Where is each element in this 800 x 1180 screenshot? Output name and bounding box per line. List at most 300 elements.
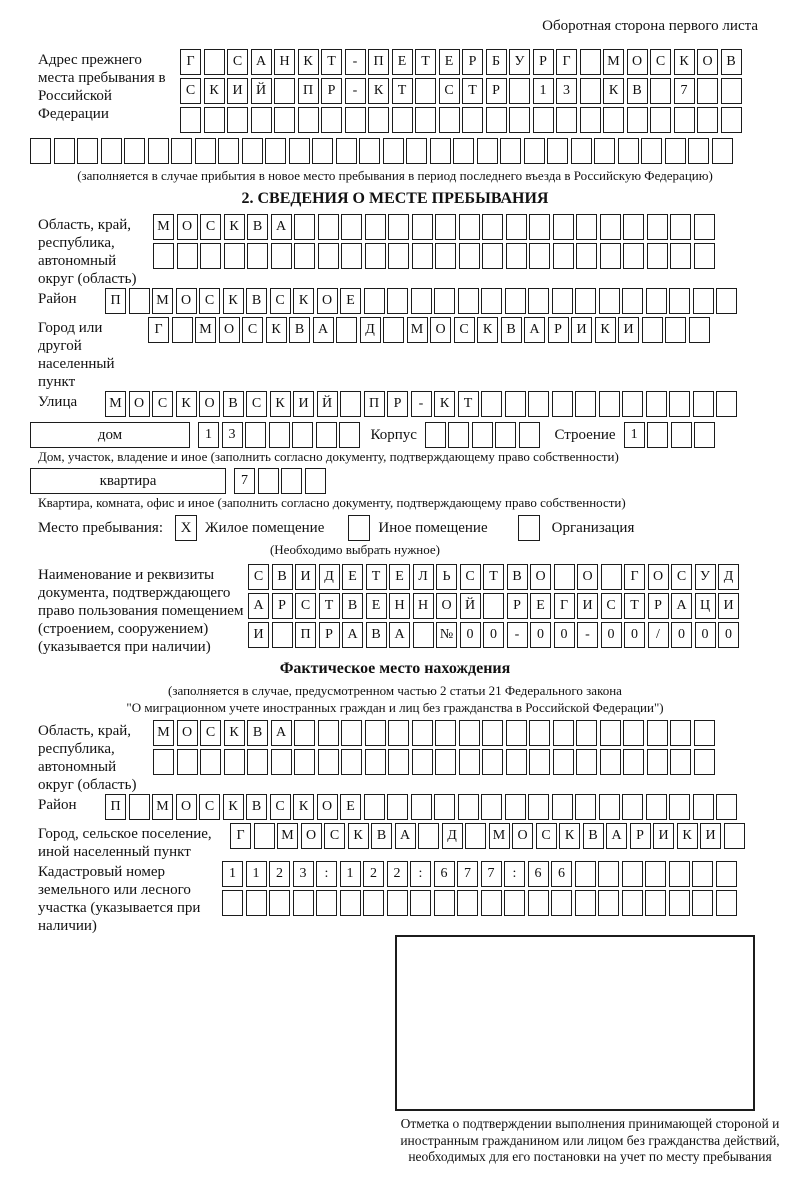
cell-box: Й (251, 78, 272, 104)
cell-box: / (648, 622, 669, 648)
korpus-label: Корпус (370, 426, 417, 443)
cell-box: М (195, 317, 216, 343)
cell-box: Е (530, 593, 551, 619)
stamp-note: Отметка о подтверждении выполнения принимающей стороной и иностранным гражданином или лицом без гражданства действий, необходимых для его постановки на учет по месту пребывания (400, 1116, 780, 1164)
gorod-2-row (230, 823, 760, 849)
cell-box: К (674, 49, 695, 75)
cell-box (580, 78, 601, 104)
cell-box: О (176, 288, 197, 314)
cell-box (459, 720, 480, 746)
cell-box (294, 214, 315, 240)
cell-box (599, 288, 620, 314)
cell-box (413, 622, 434, 648)
cell-box: О (219, 317, 240, 343)
cell-box: В (247, 720, 268, 746)
kadastr-label: Кадастровый номер земельного или лесного участка (указывается при наличии) (38, 864, 201, 934)
doc-row-2 (248, 593, 760, 619)
cell-box (669, 391, 690, 417)
cell-box (281, 468, 302, 494)
cell-box (505, 391, 526, 417)
cell-box: А (671, 593, 692, 619)
cell-box: У (695, 564, 716, 590)
cell-box: Т (415, 49, 436, 75)
cell-box (576, 243, 597, 269)
cell-box: - (507, 622, 528, 648)
cell-box: И (618, 317, 639, 343)
cell-box: 0 (601, 622, 622, 648)
opt-org-label: Организация (551, 519, 635, 536)
cell-box: Р (648, 593, 669, 619)
korpus-cells (425, 422, 543, 448)
cell-box (481, 794, 502, 820)
cell-box (415, 78, 436, 104)
cell-box (552, 288, 573, 314)
cell-box (222, 890, 243, 916)
cell-box: П (105, 794, 126, 820)
cell-box: С (650, 49, 671, 75)
cell-box (365, 214, 386, 240)
cell-box (54, 138, 75, 164)
cell-box: 0 (530, 622, 551, 648)
section2-title: 2. СВЕДЕНИЯ О МЕСТЕ ПРЕБЫВАНИЯ (241, 190, 549, 207)
cell-box: В (507, 564, 528, 590)
cell-box (623, 720, 644, 746)
cell-box: Ц (695, 593, 716, 619)
raion-2-label: Район (38, 797, 77, 813)
cell-box (383, 317, 404, 343)
stamp-area (395, 935, 755, 1111)
cell-box (647, 214, 668, 240)
cell-box (246, 890, 267, 916)
cell-box: С (601, 593, 622, 619)
cell-box (430, 138, 451, 164)
cell-box (245, 422, 266, 448)
cell-box (316, 422, 337, 448)
cell-box (594, 138, 615, 164)
cell-box (388, 749, 409, 775)
cell-box: 0 (695, 622, 716, 648)
cell-box (406, 138, 427, 164)
cell-box (258, 468, 279, 494)
cell-box: В (342, 593, 363, 619)
cell-box (341, 214, 362, 240)
cell-box (254, 823, 275, 849)
cell-box (482, 243, 503, 269)
cell-box (387, 288, 408, 314)
cell-box (462, 107, 483, 133)
cell-box (554, 564, 575, 590)
prev-address-row-3 (180, 107, 760, 133)
cell-box: - (345, 78, 366, 104)
cell-box (435, 720, 456, 746)
cell-box: Е (392, 49, 413, 75)
cell-box (689, 317, 710, 343)
cell-box (665, 138, 686, 164)
cell-box: А (271, 214, 292, 240)
cell-box (600, 720, 621, 746)
cell-box: Д (319, 564, 340, 590)
cell-box (387, 794, 408, 820)
cell-box (318, 214, 339, 240)
cell-box: И (700, 823, 721, 849)
cell-box (547, 138, 568, 164)
doc-label: Наименование и реквизиты документа, подтверждающего право пользования помещением (строением, сооружением) (указывается при наличии) (38, 567, 244, 655)
checkbox-inoe (348, 515, 370, 541)
cell-box: И (571, 317, 592, 343)
cell-box: С (199, 288, 220, 314)
cell-box: И (227, 78, 248, 104)
field-gorod (30, 317, 760, 391)
cell-box: М (277, 823, 298, 849)
cell-box (418, 823, 439, 849)
cell-box (622, 861, 643, 887)
cell-box (435, 243, 456, 269)
cell-box (321, 107, 342, 133)
cell-box (506, 214, 527, 240)
cell-box (177, 243, 198, 269)
cell-box: М (603, 49, 624, 75)
cell-box (533, 107, 554, 133)
cell-box: И (718, 593, 739, 619)
row-dom (30, 422, 760, 448)
cell-box (434, 288, 455, 314)
cell-box (294, 243, 315, 269)
cell-box (364, 794, 385, 820)
cell-box (274, 78, 295, 104)
cell-box (495, 422, 516, 448)
cell-box (483, 593, 504, 619)
cell-box (576, 720, 597, 746)
cell-box: О (627, 49, 648, 75)
cell-box (576, 749, 597, 775)
cell-box: С (180, 78, 201, 104)
gorod-2-label: Город, сельское поселение, иной населенный пункт (38, 826, 212, 860)
cell-box (575, 288, 596, 314)
cell-box (552, 391, 573, 417)
cell-box: М (489, 823, 510, 849)
cell-box (571, 138, 592, 164)
cell-box (341, 243, 362, 269)
cell-box: Р (507, 593, 528, 619)
cell-box (724, 823, 745, 849)
cell-box (269, 890, 290, 916)
opt-zhiloe-label: Жилое помещение (205, 519, 325, 536)
cell-box (453, 138, 474, 164)
cell-box (716, 794, 737, 820)
cell-box (271, 243, 292, 269)
cell-box (434, 794, 455, 820)
cell-box: О (176, 794, 197, 820)
cell-box: 3 (556, 78, 577, 104)
cell-box: 7 (457, 861, 478, 887)
cell-box (30, 138, 51, 164)
cell-box: К (176, 391, 197, 417)
doc-row-1 (248, 564, 760, 590)
cell-box (618, 138, 639, 164)
oblast-2-row-1 (153, 720, 760, 746)
cell-box (529, 243, 550, 269)
cell-box (600, 214, 621, 240)
cell-box: С (324, 823, 345, 849)
oblast-2-label: Область, край, республика, автономный округ (область) (38, 723, 137, 793)
cell-box (504, 890, 525, 916)
cell-box (716, 890, 737, 916)
cell-box: Р (387, 391, 408, 417)
cell-box (670, 720, 691, 746)
cell-box: С (671, 564, 692, 590)
cell-box (289, 138, 310, 164)
cell-box (519, 422, 540, 448)
fact-note-1: (заполняется в случае, предусмотренном частью 2 статьи 21 Федерального закона (168, 683, 622, 698)
cell-box (383, 138, 404, 164)
cell-box (411, 288, 432, 314)
cell-box (627, 107, 648, 133)
kvartira-cells (234, 468, 328, 494)
cell-box: К (348, 823, 369, 849)
dom-note: Дом, участок, владение и иное (заполнить согласно документу, подтверждающему право собственности) (38, 449, 619, 464)
cell-box: 0 (554, 622, 575, 648)
cell-box: 0 (624, 622, 645, 648)
cell-box: И (248, 622, 269, 648)
cell-box: С (295, 593, 316, 619)
cell-box (506, 720, 527, 746)
cell-box (271, 749, 292, 775)
cell-box: К (223, 794, 244, 820)
cell-box: 0 (718, 622, 739, 648)
cell-box: 0 (483, 622, 504, 648)
cell-box (647, 422, 668, 448)
cell-box: А (395, 823, 416, 849)
cell-box: Г (148, 317, 169, 343)
cell-box: П (364, 391, 385, 417)
cell-box: М (152, 794, 173, 820)
cell-box: Е (366, 593, 387, 619)
row-kvartira (30, 468, 760, 494)
cell-box: А (389, 622, 410, 648)
cell-box (647, 243, 668, 269)
mesto-note: (Необходимо выбрать нужное) (269, 542, 441, 557)
field-oblast (30, 214, 760, 288)
prev-address-note: (заполняется в случае прибытия в новое место пребывания в период последнего въезда в Российскую Федерацию) (77, 168, 713, 183)
cell-box: И (653, 823, 674, 849)
cell-box: С (200, 214, 221, 240)
cell-box (575, 391, 596, 417)
cell-box: О (512, 823, 533, 849)
cell-box (509, 78, 530, 104)
cell-box (692, 890, 713, 916)
cell-box (148, 138, 169, 164)
gorod-label: Город или другой населенный пункт (38, 320, 115, 390)
cell-box (459, 243, 480, 269)
cell-box (265, 138, 286, 164)
cell-box (598, 890, 619, 916)
cell-box (177, 749, 198, 775)
cell-box: 0 (460, 622, 481, 648)
stroenie-cells (624, 422, 718, 448)
cell-box: А (342, 622, 363, 648)
cell-box: К (204, 78, 225, 104)
cell-box: Г (556, 49, 577, 75)
cell-box: В (289, 317, 310, 343)
cell-box (411, 794, 432, 820)
cell-box (292, 422, 313, 448)
cell-box (318, 243, 339, 269)
cell-box (171, 138, 192, 164)
cell-box (642, 317, 663, 343)
cell-box: 0 (671, 622, 692, 648)
cell-box (694, 422, 715, 448)
cell-box (603, 107, 624, 133)
cell-box (580, 107, 601, 133)
cell-box: Т (366, 564, 387, 590)
cell-box: В (371, 823, 392, 849)
cell-box (448, 422, 469, 448)
cell-box (551, 890, 572, 916)
kadastr-row-2 (222, 890, 760, 916)
cell-box: С (242, 317, 263, 343)
cell-box: : (504, 861, 525, 887)
cell-box (670, 243, 691, 269)
field-gorod-2 (30, 823, 760, 861)
cell-box (599, 794, 620, 820)
cell-box (435, 214, 456, 240)
kvartira-box: квартира (30, 468, 226, 494)
cell-box (670, 214, 691, 240)
cell-box: 1 (624, 422, 645, 448)
cell-box: Е (342, 564, 363, 590)
gorod-row (148, 317, 760, 343)
cell-box (674, 107, 695, 133)
cell-box: Г (180, 49, 201, 75)
cell-box (622, 288, 643, 314)
cell-box (623, 749, 644, 775)
cell-box: О (530, 564, 551, 590)
cell-box: Т (458, 391, 479, 417)
cell-box: 2 (387, 861, 408, 887)
cell-box: Б (486, 49, 507, 75)
cell-box (506, 243, 527, 269)
cell-box (272, 622, 293, 648)
cell-box (294, 749, 315, 775)
cell-box (340, 890, 361, 916)
cell-box (622, 890, 643, 916)
cell-box (465, 823, 486, 849)
cell-box (458, 288, 479, 314)
cell-box (224, 243, 245, 269)
cell-box: 7 (481, 861, 502, 887)
cell-box: Н (274, 49, 295, 75)
cell-box (200, 749, 221, 775)
cell-box: В (721, 49, 742, 75)
cell-box (336, 138, 357, 164)
field-raion (30, 288, 760, 317)
cell-box (425, 422, 446, 448)
cell-box (688, 138, 709, 164)
kadastr-row-1 (222, 861, 760, 887)
cell-box: Е (439, 49, 460, 75)
cell-box (600, 749, 621, 775)
cell-box: В (272, 564, 293, 590)
cell-box (646, 288, 667, 314)
cell-box (459, 749, 480, 775)
cell-box (218, 138, 239, 164)
raion-row (105, 288, 760, 314)
cell-box (716, 861, 737, 887)
cell-box: С (152, 391, 173, 417)
cell-box (364, 288, 385, 314)
cell-box: 7 (674, 78, 695, 104)
cell-box: С (227, 49, 248, 75)
cell-box (200, 243, 221, 269)
cell-box: А (271, 720, 292, 746)
cell-box (669, 890, 690, 916)
cell-box: С (270, 794, 291, 820)
ulitsa-label: Улица (38, 394, 78, 410)
cell-box (482, 214, 503, 240)
cell-box: 1 (246, 861, 267, 887)
cell-box (670, 749, 691, 775)
cell-box (153, 749, 174, 775)
cell-box (505, 288, 526, 314)
cell-box (388, 720, 409, 746)
cell-box (694, 749, 715, 775)
cell-box (477, 138, 498, 164)
cell-box: В (627, 78, 648, 104)
cell-box: О (199, 391, 220, 417)
cell-box (318, 749, 339, 775)
cell-box (204, 107, 225, 133)
cell-box: О (301, 823, 322, 849)
cell-box: 6 (434, 861, 455, 887)
cell-box: Д (360, 317, 381, 343)
cell-box (647, 749, 668, 775)
opt-inoe-label: Иное помещение (378, 519, 488, 536)
cell-box (623, 243, 644, 269)
cell-box (458, 794, 479, 820)
cell-box: А (606, 823, 627, 849)
cell-box: И (293, 391, 314, 417)
cell-box (528, 890, 549, 916)
cell-box: С (200, 720, 221, 746)
cell-box (392, 107, 413, 133)
cell-box: Р (319, 622, 340, 648)
cell-box: Т (483, 564, 504, 590)
cell-box: К (603, 78, 624, 104)
cell-box: К (224, 720, 245, 746)
cell-box: Т (624, 593, 645, 619)
cell-box: 3 (293, 861, 314, 887)
cell-box (293, 890, 314, 916)
cell-box (482, 720, 503, 746)
cell-box (716, 288, 737, 314)
cell-box (645, 861, 666, 887)
cell-box: - (577, 622, 598, 648)
cell-box (524, 138, 545, 164)
field-kadastr (30, 861, 760, 935)
cell-box: К (298, 49, 319, 75)
stroenie-label: Строение (554, 426, 616, 443)
cell-box (359, 138, 380, 164)
cell-box (365, 749, 386, 775)
cell-box: М (105, 391, 126, 417)
cell-box: С (439, 78, 460, 104)
cell-box: Й (460, 593, 481, 619)
cell-box (101, 138, 122, 164)
cell-box (509, 107, 530, 133)
field-doc (30, 564, 760, 656)
cell-box: К (368, 78, 389, 104)
cell-box: С (248, 564, 269, 590)
